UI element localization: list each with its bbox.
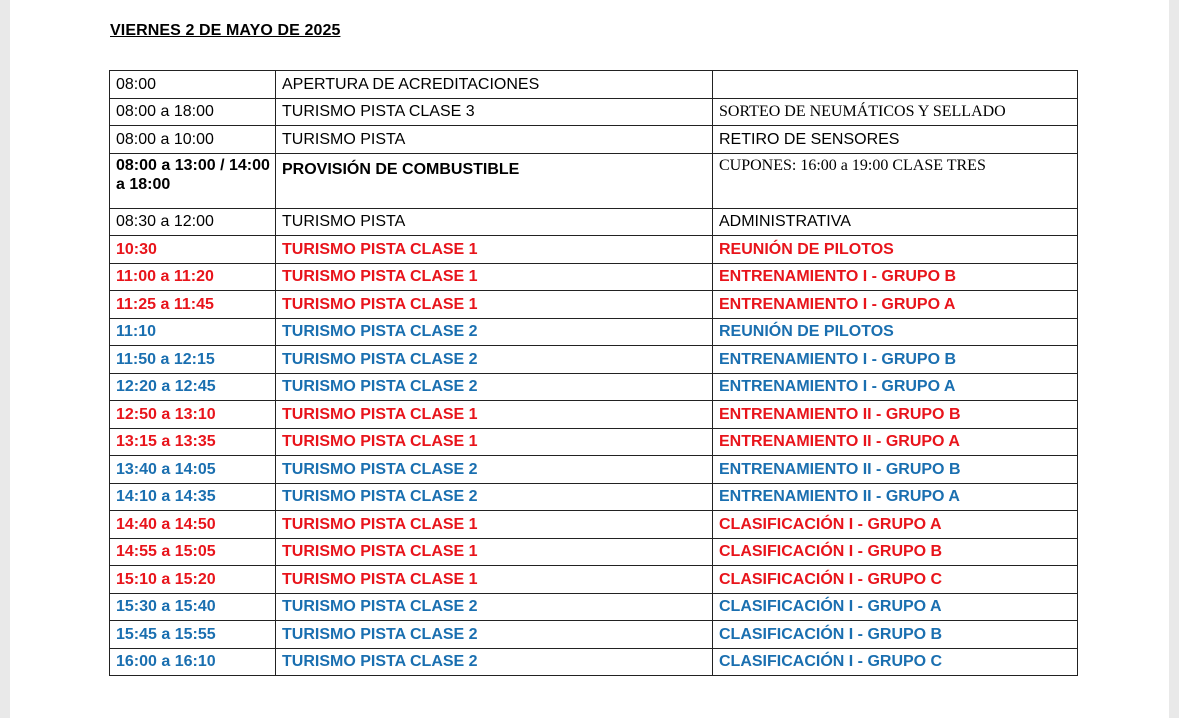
time-cell: 12:50 a 13:10 <box>110 401 276 429</box>
activity-cell: CLASIFICACIÓN I - GRUPO B <box>713 538 1078 566</box>
time-cell: 13:15 a 13:35 <box>110 428 276 456</box>
activity-cell: ADMINISTRATIVA <box>713 208 1078 236</box>
table-row <box>110 71 1078 99</box>
category-cell: PROVISIÓN DE COMBUSTIBLE <box>276 153 713 208</box>
category-cell: TURISMO PISTA <box>276 208 713 236</box>
time-cell: 11:10 <box>110 318 276 346</box>
table-row <box>110 318 1078 346</box>
page-title: VIERNES 2 DE MAYO DE 2025 <box>110 22 341 39</box>
activity-cell: ENTRENAMIENTO I - GRUPO B <box>713 263 1078 291</box>
category-cell: APERTURA DE ACREDITACIONES <box>276 71 713 99</box>
table-row <box>110 511 1078 539</box>
table-row <box>110 593 1078 621</box>
time-cell: 13:40 a 14:05 <box>110 456 276 484</box>
table-row <box>110 538 1078 566</box>
activity-cell: CLASIFICACIÓN I - GRUPO C <box>713 648 1078 676</box>
time-cell: 15:45 a 15:55 <box>110 621 276 649</box>
document-page <box>10 0 1169 718</box>
schedule-table <box>109 70 1078 676</box>
activity-cell: ENTRENAMIENTO I - GRUPO A <box>713 373 1078 401</box>
activity-cell <box>713 71 1078 99</box>
table-row <box>110 346 1078 374</box>
table-row <box>110 208 1078 236</box>
table-row <box>110 456 1078 484</box>
table-row <box>110 263 1078 291</box>
table-row <box>110 373 1078 401</box>
time-cell: 15:10 a 15:20 <box>110 566 276 594</box>
time-cell: 08:00 a 13:00 / 14:00 a 18:00 <box>110 153 276 208</box>
category-cell: TURISMO PISTA CLASE 2 <box>276 346 713 374</box>
time-cell: 11:25 a 11:45 <box>110 291 276 319</box>
category-cell: TURISMO PISTA <box>276 126 713 154</box>
table-row <box>110 236 1078 264</box>
activity-cell: ENTRENAMIENTO II - GRUPO B <box>713 401 1078 429</box>
category-cell: TURISMO PISTA CLASE 1 <box>276 263 713 291</box>
time-cell: 14:10 a 14:35 <box>110 483 276 511</box>
table-row <box>110 401 1078 429</box>
activity-cell: SORTEO DE NEUMÁTICOS Y SELLADO <box>713 98 1078 126</box>
activity-cell: CLASIFICACIÓN I - GRUPO C <box>713 566 1078 594</box>
category-cell: TURISMO PISTA CLASE 2 <box>276 593 713 621</box>
time-cell: 08:00 <box>110 71 276 99</box>
category-cell: TURISMO PISTA CLASE 2 <box>276 318 713 346</box>
category-cell: TURISMO PISTA CLASE 1 <box>276 401 713 429</box>
time-cell: 11:00 a 11:20 <box>110 263 276 291</box>
table-row <box>110 428 1078 456</box>
activity-cell: RETIRO DE SENSORES <box>713 126 1078 154</box>
table-row <box>110 621 1078 649</box>
table-row <box>110 566 1078 594</box>
category-cell: TURISMO PISTA CLASE 1 <box>276 566 713 594</box>
activity-cell: CLASIFICACIÓN I - GRUPO A <box>713 511 1078 539</box>
category-cell: TURISMO PISTA CLASE 1 <box>276 538 713 566</box>
time-cell: 08:00 a 10:00 <box>110 126 276 154</box>
table-row <box>110 126 1078 154</box>
activity-cell: ENTRENAMIENTO II - GRUPO A <box>713 428 1078 456</box>
activity-cell: ENTRENAMIENTO I - GRUPO B <box>713 346 1078 374</box>
category-cell: TURISMO PISTA CLASE 1 <box>276 291 713 319</box>
table-row <box>110 648 1078 676</box>
table-row <box>110 98 1078 126</box>
table-row <box>110 153 1078 208</box>
time-cell: 14:55 a 15:05 <box>110 538 276 566</box>
activity-cell: REUNIÓN DE PILOTOS <box>713 236 1078 264</box>
category-cell: TURISMO PISTA CLASE 1 <box>276 511 713 539</box>
time-cell: 08:30 a 12:00 <box>110 208 276 236</box>
category-cell: TURISMO PISTA CLASE 1 <box>276 236 713 264</box>
time-cell: 10:30 <box>110 236 276 264</box>
activity-cell: CUPONES: 16:00 a 19:00 CLASE TRES <box>713 153 1078 208</box>
table-row <box>110 483 1078 511</box>
time-cell: 15:30 a 15:40 <box>110 593 276 621</box>
table-row <box>110 291 1078 319</box>
time-cell: 14:40 a 14:50 <box>110 511 276 539</box>
time-cell: 12:20 a 12:45 <box>110 373 276 401</box>
category-cell: TURISMO PISTA CLASE 2 <box>276 648 713 676</box>
activity-cell: REUNIÓN DE PILOTOS <box>713 318 1078 346</box>
category-cell: TURISMO PISTA CLASE 2 <box>276 373 713 401</box>
category-cell: TURISMO PISTA CLASE 2 <box>276 456 713 484</box>
category-cell: TURISMO PISTA CLASE 3 <box>276 98 713 126</box>
time-cell: 11:50 a 12:15 <box>110 346 276 374</box>
activity-cell: CLASIFICACIÓN I - GRUPO B <box>713 621 1078 649</box>
category-cell: TURISMO PISTA CLASE 2 <box>276 483 713 511</box>
activity-cell: ENTRENAMIENTO I - GRUPO A <box>713 291 1078 319</box>
category-cell: TURISMO PISTA CLASE 2 <box>276 621 713 649</box>
activity-cell: ENTRENAMIENTO II - GRUPO B <box>713 456 1078 484</box>
time-cell: 08:00 a 18:00 <box>110 98 276 126</box>
time-cell: 16:00 a 16:10 <box>110 648 276 676</box>
activity-cell: ENTRENAMIENTO II - GRUPO A <box>713 483 1078 511</box>
category-cell: TURISMO PISTA CLASE 1 <box>276 428 713 456</box>
activity-cell: CLASIFICACIÓN I - GRUPO A <box>713 593 1078 621</box>
